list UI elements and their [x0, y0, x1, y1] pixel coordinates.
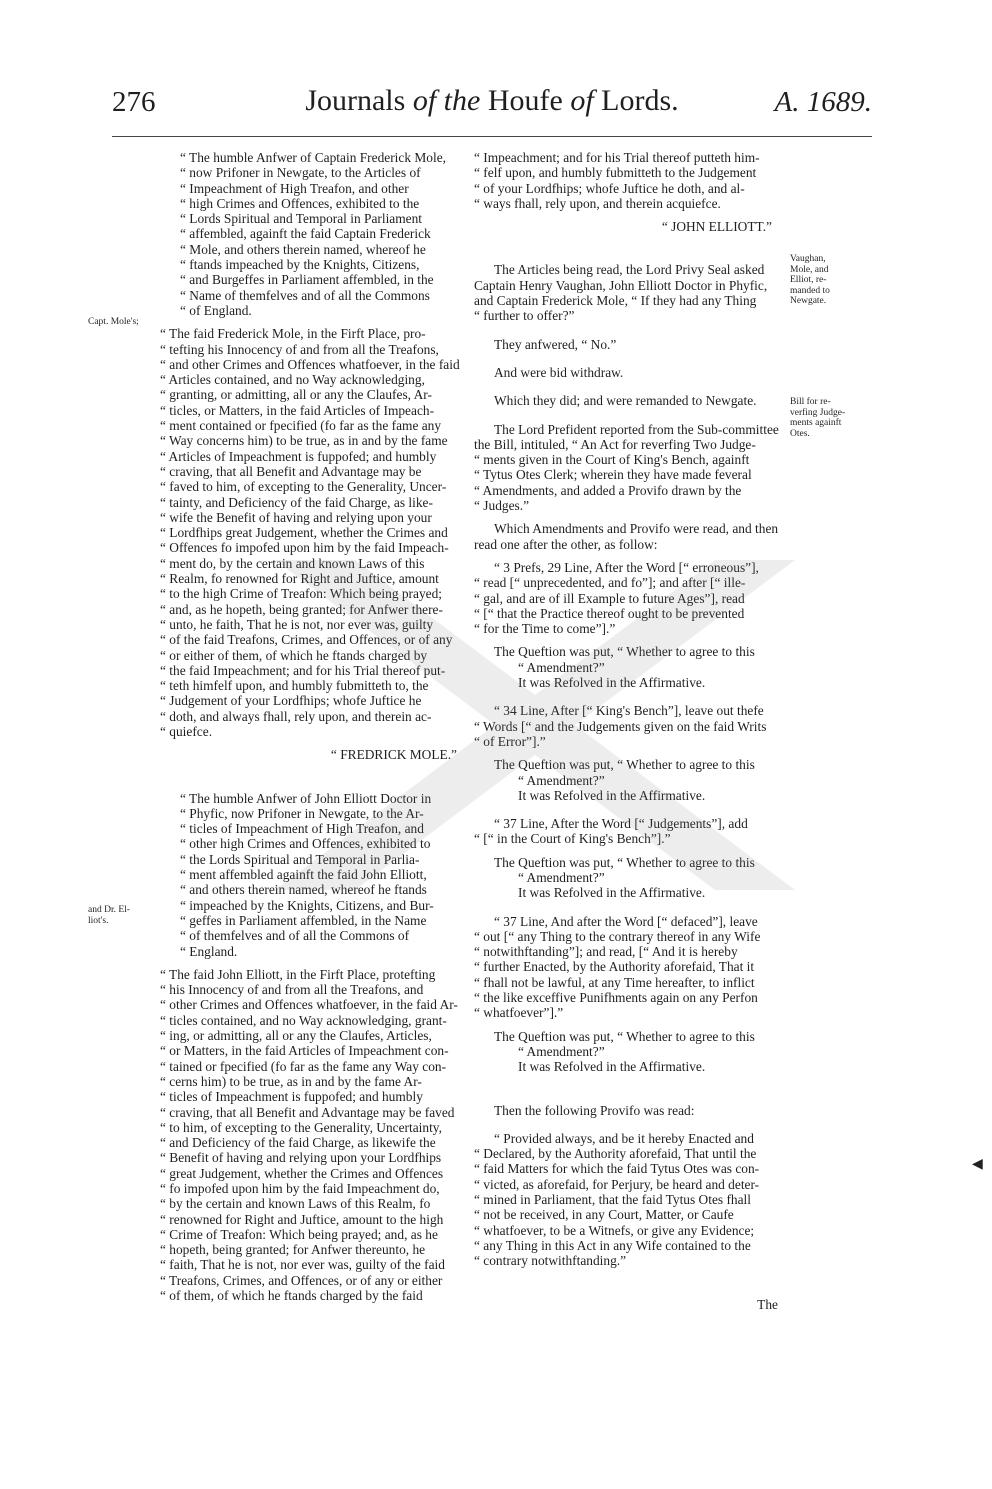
- text-line: “ or either of them, of which he ftands charged by: [160, 647, 428, 663]
- text-line: “ tefting his Innocency of and from all the Treafons,: [160, 341, 439, 357]
- text-line: “ and others therein named, whereof he ftands: [180, 882, 427, 898]
- margin-note-bill: [790, 397, 845, 439]
- catchword: The: [757, 1296, 778, 1312]
- text-line: The Lord Prefident reported from the Sub-committee: [494, 421, 779, 437]
- margin-line: Otes.: [790, 428, 810, 439]
- text-line: “ ticles, or Matters, in the faid Articles of Impeach-: [160, 402, 435, 418]
- text-line: “ Phyfic, now Prifoner in Newgate, to the Ar-: [180, 805, 424, 821]
- text-line: “ and Deficiency of the faid Charge, as likewife the: [160, 1135, 436, 1151]
- text-line: “ other high Crimes and Offences, exhibited to: [180, 836, 431, 852]
- text-line: “ Benefit of having and relying upon your Lordfhips: [160, 1150, 442, 1166]
- text-line: “ whatfoever, to be a Witnefs, or give any Evidence;: [474, 1222, 755, 1238]
- text-line: “ his Innocency of and from all the Treafons, and: [160, 982, 424, 998]
- text-line: “ ments given in the Court of King's Bench, againft: [474, 452, 750, 468]
- text-line: “ and Burgeffes in Parliament affembled, in the: [180, 272, 434, 288]
- text-line: “ tained or fpecified (fo far as the fame any Way con-: [160, 1058, 447, 1074]
- text-line: “ unto, he faith, That he is not, nor ever was, guilty: [160, 616, 434, 632]
- amendment-2: [474, 703, 786, 749]
- margin-line: Mole, and: [790, 264, 829, 275]
- title-house: Houfe: [487, 84, 563, 117]
- header-rule: [112, 136, 872, 137]
- text-line: “ to the high Crime of Treafon: Which being prayed;: [160, 586, 443, 602]
- text-line: “ ftands impeached by the Knights, Citizens,: [180, 257, 420, 273]
- answered-line: They anfwered, “ No.”: [494, 336, 617, 352]
- text-line: “ read [“ unprecedented, and fo”]; and after [“ ille-: [474, 575, 746, 591]
- text-line: “ renowned for Right and Juftice, amount to the high: [160, 1211, 444, 1227]
- text-line: “ craving, that all Benefit and Advantage may be: [160, 463, 422, 479]
- text-line: “ geffes in Parliament affembled, in the Name: [180, 912, 427, 928]
- text-line: “ ticles of Impeachment is fuppofed; and humbly: [160, 1089, 423, 1105]
- text-line: “ fhall not be lawful, at any Time hereafter, to inflict: [474, 974, 755, 990]
- signature-mole: “ FREDRICK MOLE.”: [330, 747, 457, 763]
- amendments-intro: [474, 521, 786, 552]
- text-line: “ Way concerns him) to be true, as in and by the fame: [160, 433, 448, 449]
- text-line: “ by the certain and known Laws of this Realm, fo: [160, 1196, 431, 1212]
- text-line: “ high Crimes and Offences, exhibited to the: [180, 195, 420, 211]
- question-line: “ Amendment?”: [518, 1043, 605, 1059]
- question-line: “ Amendment?”: [518, 772, 605, 788]
- text-line: “ felf upon, and humbly fubmitteth to the Judgement: [474, 165, 757, 181]
- title-lords: Lords.: [601, 84, 679, 117]
- text-line: “ of Error”].”: [474, 733, 546, 749]
- text-line: “ Articles contained, and no Way acknowledging,: [160, 372, 425, 388]
- proviso-text: [474, 1131, 786, 1269]
- text-line: “ tainty, and Deficiency of the faid Charge, as like-: [160, 494, 433, 510]
- text-line: “ Judgement of your Lordfhips; whofe Juftice he: [160, 693, 422, 709]
- elliott-answer-heading: [160, 791, 465, 959]
- text-line: “ of them, of which he ftands charged by the faid: [160, 1288, 423, 1304]
- text-line: Which Amendments and Provifo were read, and then: [494, 521, 779, 537]
- text-line: “ [“ in the Court of King's Bench”].”: [474, 831, 671, 847]
- amendment-3: [474, 816, 786, 847]
- text-line: “ doth, and always fhall, rely upon, and therein ac-: [160, 708, 432, 724]
- text-line: “ 37 Line, After the Word [“ Judgements”], add: [494, 816, 748, 832]
- question-line: “ Amendment?”: [518, 659, 605, 675]
- margin-line: Bill for re-: [790, 397, 831, 407]
- text-line: “ Mole, and others therein named, whereof he: [180, 241, 426, 257]
- text-line: “ for the Time to come”].”: [474, 621, 616, 637]
- text-line: “ ways fhall, rely upon, and therein acquiefce.: [474, 195, 721, 211]
- triangle-pointer-icon: ◀: [972, 1157, 983, 1172]
- text-line: “ 37 Line, And after the Word [“ defaced”], leave: [494, 913, 758, 929]
- title-journals: Journals: [305, 84, 406, 117]
- proviso-intro: Then the following Provifo was read:: [494, 1102, 695, 1118]
- margin-line: Vaughan,: [790, 254, 826, 264]
- margin-line: Elliot, re-: [790, 275, 827, 285]
- text-line: “ whatfoever”].”: [474, 1005, 564, 1021]
- text-line: “ not be received, in any Court, Matter, or Caufe: [474, 1207, 734, 1223]
- text-line: “ faved to him, of excepting to the Generality, Uncer-: [160, 479, 447, 495]
- articles-read-paragraph: [474, 262, 786, 323]
- text-line: “ gal, and are of ill Example to future Ages”], read: [474, 590, 745, 606]
- amendment-4: [474, 914, 786, 1021]
- question-line: The Queftion was put, “ Whether to agree to this: [494, 854, 755, 870]
- resolved-line: It was Refolved in the Affirmative.: [518, 787, 706, 803]
- text-line: “ quiefce.: [160, 723, 213, 739]
- text-line: “ ment do, by the certain and known Laws of this: [160, 555, 425, 571]
- text-line: “ affembled, againft the faid Captain Frederick: [180, 226, 431, 242]
- text-line: the Bill, intituled, “ An Act for reverfing Two Judge-: [474, 436, 756, 452]
- text-line: “ The faid Frederick Mole, in the Firft Place, pro-: [160, 326, 426, 342]
- text-line: Captain Henry Vaughan, John Elliott Doctor in Phyfic,: [474, 277, 768, 293]
- text-line: “ Impeachment of High Treafon, and other: [180, 180, 409, 196]
- text-line: “ teth himfelf upon, and humbly fubmitteth to, the: [160, 678, 429, 694]
- margin-note-mole: [88, 317, 139, 328]
- text-line: “ Lordfhips great Judgement, whether the Crimes and: [160, 525, 448, 541]
- resolved-line: It was Refolved in the Affirmative.: [518, 885, 706, 901]
- text-line: “ The humble Anfwer of Captain Frederick Mole,: [180, 150, 447, 165]
- text-line: “ ticles contained, and no Way acknowledging, grant-: [160, 1012, 447, 1028]
- remanded-line: Which they did; and were remanded to Newgate.: [494, 393, 757, 409]
- text-line: “ Name of themfelves and of all the Commons: [180, 287, 430, 303]
- elliott-answer-continued: [474, 150, 786, 211]
- text-line: “ of themfelves and of all the Commons of: [180, 928, 410, 944]
- running-title: [112, 84, 872, 118]
- text-line: “ ment affembled againft the faid John Elliott,: [180, 867, 427, 883]
- text-line: “ of England.: [180, 302, 252, 318]
- title-of: of: [570, 84, 594, 117]
- margin-line: liot's.: [88, 915, 109, 926]
- question-line: “ Amendment?”: [518, 869, 605, 885]
- text-line: “ Realm, fo renowned for Right and Juftice, amount: [160, 571, 439, 587]
- mole-answer-heading: [160, 150, 465, 318]
- text-line: “ Tytus Otes Clerk; wherein they have made feveral: [474, 467, 752, 483]
- text-line: “ of your Lordfhips; whofe Juftice he doth, and al-: [474, 180, 745, 196]
- text-line: “ faith, That he is not, nor ever was, guilty of the faid: [160, 1257, 445, 1273]
- text-line: “ any Thing in this Act in any Wife contained to the: [474, 1237, 751, 1253]
- text-line: “ other Crimes and Offences whatfoever, in the faid Ar-: [160, 997, 458, 1013]
- text-line: “ Treafons, Crimes, and Offences, or of any or either: [160, 1272, 443, 1288]
- margin-note-vaughan: [790, 254, 830, 307]
- text-line: “ the faid Impeachment; and for his Trial thereof put-: [160, 662, 446, 678]
- text-line: “ faid Matters for which the faid Tytus Otes was con-: [474, 1161, 760, 1177]
- margin-line: Newgate.: [790, 296, 827, 306]
- text-line: “ 34 Line, After [“ King's Bench”], leave out thefe: [494, 703, 764, 719]
- margin-line: verfing Judge-: [790, 407, 846, 418]
- text-line: “ 3 Prefs, 29 Line, After the Word [“ erroneous”],: [494, 559, 759, 575]
- text-line: “ ing, or admitting, all or any the Claufes, Articles,: [160, 1028, 432, 1044]
- text-line: “ [“ that the Practice thereof ought to be prevented: [474, 605, 745, 621]
- page-header: [112, 80, 872, 130]
- text-line: “ great Judgement, whether the Crimes and Offences: [160, 1165, 444, 1181]
- text-line: “ England.: [180, 943, 238, 959]
- mole-answer-body: [160, 326, 465, 739]
- withdraw-line: And were bid withdraw.: [494, 364, 624, 380]
- question-line: The Queftion was put, “ Whether to agree to this: [494, 757, 755, 773]
- text-line: “ and, as he hopeth, being granted; for Anfwer there-: [160, 601, 443, 617]
- text-line: “ notwithftanding”]; and read, [“ And it is hereby: [474, 944, 738, 960]
- text-line: “ of the faid Treafons, Crimes, and Offences, or of any: [160, 632, 453, 648]
- text-line: “ The humble Anfwer of John Elliott Doctor in: [180, 790, 432, 806]
- president-report-paragraph: [474, 422, 786, 514]
- text-line: “ contrary notwithftanding.”: [474, 1253, 627, 1269]
- question-line: The Queftion was put, “ Whether to agree to this: [494, 644, 755, 660]
- margin-line: Capt. Mole's;: [88, 317, 139, 327]
- text-line: “ ticles of Impeachment of High Treafon, and: [180, 821, 424, 837]
- page-year: A. 1689.: [774, 86, 872, 118]
- text-line: read one after the other, as follow:: [474, 536, 658, 552]
- margin-line: ments againft: [790, 418, 842, 428]
- title-of-the: of the: [412, 84, 481, 117]
- text-line: “ craving, that all Benefit and Advantage may be faved: [160, 1104, 455, 1120]
- text-line: “ Impeachment; and for his Trial thereof putteth him-: [474, 150, 760, 165]
- text-line: “ further Enacted, by the Authority aforefaid, That it: [474, 959, 755, 975]
- text-line: “ granting, or admitting, all or any the Claufes, Ar-: [160, 387, 432, 403]
- text-line: “ or Matters, in the faid Articles of Impeachment con-: [160, 1043, 449, 1059]
- text-line: “ Offences fo impofed upon him by the faid Impeach-: [160, 540, 449, 556]
- text-line: “ out [“ any Thing to the contrary thereof in any Wife: [474, 928, 761, 944]
- text-line: “ Declared, by the Authority aforefaid, That until the: [474, 1146, 757, 1162]
- elliott-answer-body: [160, 967, 465, 1304]
- text-line: “ Articles of Impeachment is fuppofed; and humbly: [160, 448, 437, 464]
- text-line: “ Crime of Treafon: Which being prayed; and, as he: [160, 1226, 438, 1242]
- text-line: “ wife the Benefit of having and relying upon your: [160, 509, 432, 525]
- text-line: “ impeached by the Knights, Citizens, and Bur-: [180, 897, 434, 913]
- page-number: 276: [112, 86, 156, 118]
- text-line: “ Provided always, and be it hereby Enacted and: [494, 1130, 754, 1146]
- text-line: “ the Lords Spiritual and Temporal in Parlia-: [180, 851, 420, 867]
- text-line: “ The faid John Elliott, in the Firft Place, protefting: [160, 966, 436, 982]
- text-line: “ to him, of excepting to the Generality, Uncertainty,: [160, 1119, 442, 1135]
- text-line: “ the like exceffive Punifhments again on any Perfon: [474, 990, 758, 1006]
- right-column: [474, 150, 786, 1312]
- text-line: “ hopeth, being granted; for Anfwer thereunto, he: [160, 1242, 426, 1258]
- margin-line: and Dr. El-: [88, 905, 130, 915]
- text-line: “ Lords Spiritual and Temporal in Parliament: [180, 211, 423, 227]
- resolved-line: It was Refolved in the Affirmative.: [518, 675, 706, 691]
- text-line: “ now Prifoner in Newgate, to the Articles of: [180, 165, 421, 181]
- left-column: [160, 150, 465, 1303]
- text-line: “ Amendments, and added a Provifo drawn by the: [474, 482, 742, 498]
- text-line: The Articles being read, the Lord Privy Seal asked: [494, 262, 765, 278]
- margin-note-elliott: [88, 905, 130, 926]
- text-line: and Captain Frederick Mole, “ If they had any Thing: [474, 293, 757, 309]
- text-line: “ Words [“ and the Judgements given on the faid Writs: [474, 718, 767, 734]
- text-line: “ mined in Parliament, that the faid Tytus Otes fhall: [474, 1192, 751, 1208]
- text-line: “ and other Crimes and Offences whatfoever, in the faid: [160, 356, 460, 372]
- text-line: “ cerns him) to be true, as in and by the fame Ar-: [160, 1073, 422, 1089]
- text-line: “ victed, as aforefaid, for Perjury, be heard and deter-: [474, 1176, 760, 1192]
- text-line: “ Judges.”: [474, 498, 530, 514]
- text-line: “ ment contained or fpecified (fo far as the fame any: [160, 418, 442, 434]
- margin-line: manded to: [790, 285, 830, 296]
- resolved-line: It was Refolved in the Affirmative.: [518, 1059, 706, 1075]
- signature-elliott: “ JOHN ELLIOTT.”: [661, 219, 772, 235]
- amendment-1: [474, 560, 786, 636]
- text-line: “ fo impofed upon him by the faid Impeachment do,: [160, 1181, 440, 1196]
- question-line: The Queftion was put, “ Whether to agree to this: [494, 1028, 755, 1044]
- text-line: “ further to offer?”: [474, 308, 575, 324]
